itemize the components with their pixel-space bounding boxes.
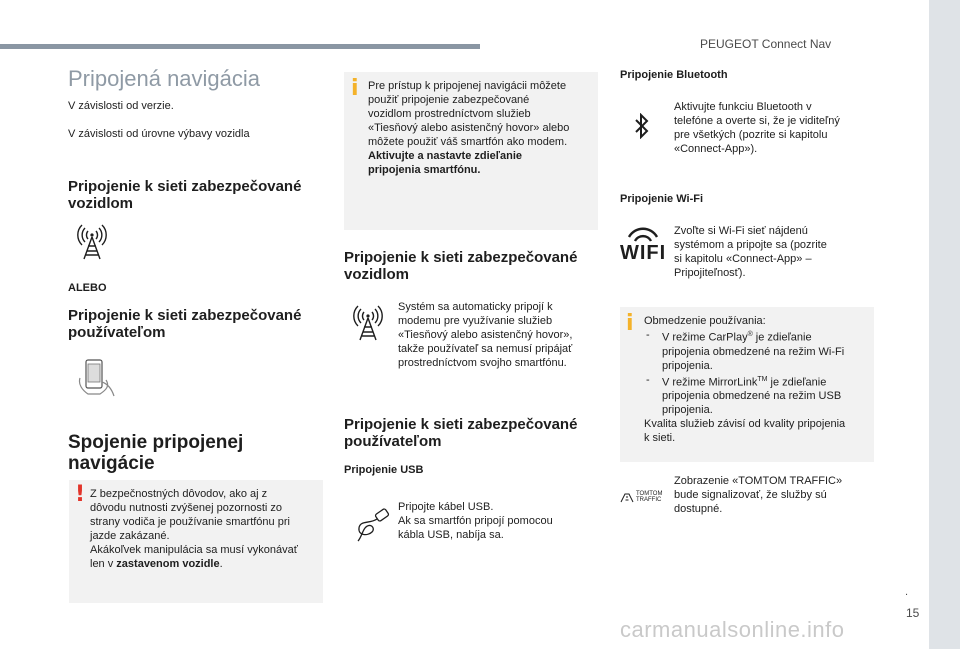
vehicle-network-heading: Pripojenie k sieti zabezpečované vozidlom: [68, 178, 302, 212]
bluetooth-connection-text: Aktivujte funkciu Bluetooth v telefóne a overte si, že je viditeľný pre všetkých (pozrite si kapitolu «Connect-App»).: [674, 101, 840, 155]
warning-exclamation-icon: !: [75, 482, 86, 507]
version-note: V závislosti od verzie.: [68, 100, 174, 112]
wifi-icon: WIFI: [620, 227, 666, 263]
bluetooth-icon: [634, 113, 650, 139]
page-title: Pripojená navigácia: [68, 66, 261, 91]
smartphone-icon: [74, 358, 118, 400]
usb-cable-icon: [356, 508, 390, 542]
page-number: 15: [906, 606, 920, 620]
watermark: carmanualsonline.info: [620, 617, 845, 642]
page-side-band: [929, 0, 960, 649]
user-network-heading: Pripojenie k sieti zabezpečované používateľom: [68, 307, 302, 341]
continuation-mark: .: [905, 586, 909, 598]
antenna-tower-icon: [353, 305, 383, 341]
connected-navigation-heading: Spojenie pripojenej navigácie: [68, 432, 244, 474]
header-title: PEUGEOT Connect Nav: [700, 37, 832, 51]
user-network-heading-2: Pripojenie k sieti zabezpečované používateľom: [344, 416, 578, 450]
info-icon: i: [351, 76, 359, 101]
usb-connection-label: Pripojenie USB: [344, 464, 424, 476]
bluetooth-connection-label: Pripojenie Bluetooth: [620, 69, 728, 81]
usage-restrictions-box: [620, 307, 874, 462]
wifi-connection-label: Pripojenie Wi-Fi: [620, 193, 704, 205]
usage-restrictions-text: Obmedzenie používania: - V režime CarPlay® je zdieľanie pripojenia obmedzené na režim Wi-Fi pripojenia. - V režime MirrorLink™ je zdieľanie pripojenia obmedzené na režim USB pripojenia. Kvalita služieb závisí od kvality pripojenia k sieti.: [644, 314, 870, 445]
restriction-carplay: - V režime CarPlay® je zdieľanie pripojenia obmedzené na režim Wi-Fi pripojenia.: [644, 328, 870, 373]
wifi-connection-text: Zvoľte si Wi-Fi sieť nájdenú systémom a pripojte sa (pozrite si kapitolu «Connect-App» – Pripojiteľnosť).: [674, 225, 827, 279]
equipment-note: V závislosti od úrovne výbavy vozidla: [68, 128, 250, 140]
vehicle-network-heading-2: Pripojenie k sieti zabezpečované vozidlom: [344, 249, 578, 283]
vehicle-network-text: Systém sa automaticky pripojí k modemu pre využívanie služieb «Tiesňový alebo asistenčný hovor», takže používateľ sa nemusí pripájať prostredníctvom svojho smartfónu.: [398, 301, 573, 369]
usb-connection-text: Pripojte kábel USB. Ak sa smartfón pripojí pomocou kábla USB, nabíja sa.: [398, 501, 553, 541]
header-rule: [0, 44, 480, 49]
tomtom-traffic-text: Zobrazenie «TOMTOM TRAFFIC» bude signalizovať, že služby sú dostupné.: [674, 475, 843, 515]
info-box-modem: [344, 72, 598, 230]
restriction-mirrorlink: - V režime MirrorLink™ je zdieľanie pripojenia obmedzené na režim USB pripojenia.: [644, 373, 870, 418]
info-icon: i: [626, 311, 634, 336]
or-label: ALEBO: [68, 282, 107, 294]
safety-warning-box: [69, 480, 323, 603]
safety-warning-text: Z bezpečnostných dôvodov, ako aj z dôvodu nutnosti zvýšenej pozornosti zo strany vodiča je používanie smartfónu pri jazde zakázané. Akákoľvek manipulácia sa musí vykonávať len v zastavenom vozidle.: [90, 488, 298, 570]
antenna-tower-icon: [77, 224, 107, 260]
info-modem-text: Pre prístup k pripojenej navigácii môžete použiť pripojenie zabezpečované vozidlom prostredníctvom služieb «Tiesňový alebo asistenčný hovor» alebo môžete použiť váš smartfón ako modem. Aktivujte a nastavte zdieľanie pripojenia smartfónu.: [368, 80, 570, 176]
